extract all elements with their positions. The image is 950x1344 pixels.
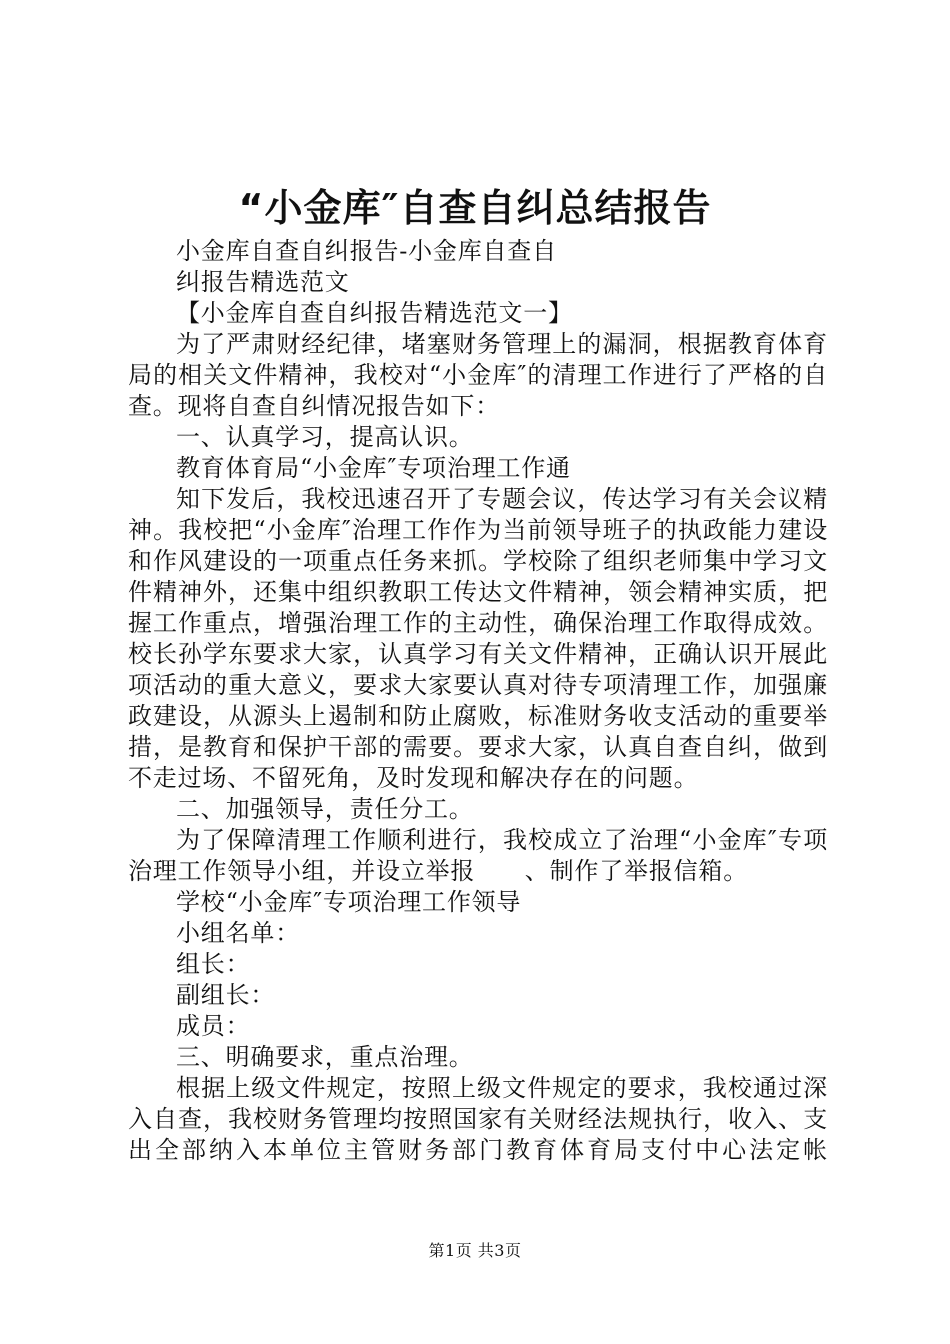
heading-requirements: 三、明确要求，重点治理。: [176, 1043, 474, 1071]
paragraph-section-label: 【小金库自查自纠报告精选范文一】: [176, 299, 573, 327]
paragraph-group-members: 成员：: [176, 1012, 251, 1040]
heading-leadership: 二、加强领导，责任分工。: [176, 795, 474, 823]
paragraph-subtitle-line-1: 小金库自查自纠报告-小金库自查自: [176, 237, 557, 265]
document-title: “小金库″自查自纠总结报告: [238, 186, 712, 230]
document-body: [128, 236, 828, 1166]
paragraph-group-list-label: 小组名单：: [176, 919, 300, 947]
paragraph-subtitle-line-2: 纠报告精选范文: [176, 268, 350, 296]
paragraph-group-leader: 组长：: [176, 950, 251, 978]
paragraph-group-deputy: 副组长：: [176, 981, 276, 1009]
paragraph-study-body: 知下发后，我校迅速召开了专题会议，传达学习有关会议精神。我校把“小金库″治理工作作为当前领导班子的执政能力建设和作风建设的一项重点任务来抓。学校除了组织老师集中学习文件精神外，还集中组织教职工传达文件精神，领会精神实质，把握工作重点，增强治理工作的主动性，确保治理工作取得成效。校长孙学东要求大家，认真学习有关文件精神，正确认识开展此项活动的重大意义，要求大家要认真对待专项清理工作，加强廉政建设，从源头上遏制和防止腐败，标准财务收支活动的重要举措，是教育和保护干部的需要。要求大家，认真自查自纠，做到不走过场、不留死角，及时发现和解决存在的问题。: [128, 485, 828, 792]
page-footer: 第1页 共3页: [428, 1241, 522, 1260]
paragraph-requirements-body: 根据上级文件规定，按照上级文件规定的要求，我校通过深入自查，我校财务管理均按照国家有关财经法规执行，收入、支出全部纳入本单位主管财务部门教育体育局支付中心法定帐: [128, 1074, 828, 1164]
paragraph-notice-line: 教育体育局“小金库″专项治理工作通: [176, 454, 571, 482]
paragraph-intro: 为了严肃财经纪律，堵塞财务管理上的漏洞，根据教育体育局的相关文件精神，我校对“小金库″的清理工作进行了严格的自查。现将自查自纠情况报告如下：: [128, 330, 828, 420]
paragraph-leadership-body: 为了保障清理工作顺利进行，我校成立了治理“小金库″专项治理工作领导小组，并设立举报 、制作了举报信箱。: [128, 826, 828, 885]
heading-study: 一、认真学习，提高认识。: [176, 423, 474, 451]
paragraph-group-line: 学校“小金库″专项治理工作领导: [176, 888, 522, 916]
